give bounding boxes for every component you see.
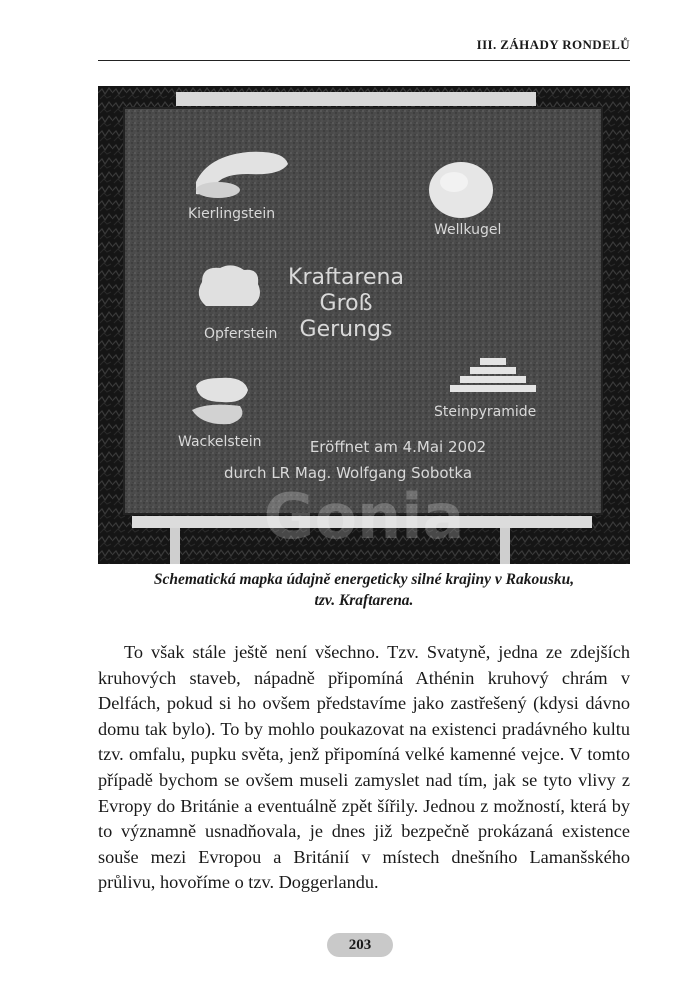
wellkugel-label: Wellkugel (434, 222, 502, 238)
sign-post-right (500, 528, 510, 564)
figure-caption (98, 569, 630, 611)
kierlingstein-label: Kierlingstein (188, 206, 276, 222)
sign-illustration (98, 86, 630, 564)
wackelstein-label: Wackelstein (178, 434, 262, 450)
page-number: 203 (327, 933, 393, 957)
chapter-title: III. ZÁHADY RONDELŮ (476, 37, 630, 52)
running-header (98, 22, 630, 61)
photo-kraftarena-sign (98, 86, 630, 564)
sign-top-rail (176, 92, 536, 106)
opferstein-label: Opferstein (204, 326, 278, 342)
sign-title-line1: Kraftarena (288, 265, 404, 290)
sign-post-left (170, 528, 180, 564)
sign-title-line2: Groß (319, 291, 373, 316)
caption-line-1: Schematická mapka údajně energeticky silné krajiny v Rakousku, (153, 571, 575, 588)
watermark: Gonia (263, 480, 465, 553)
wellkugel-stone-icon (429, 162, 493, 218)
opferstein-stone-icon (199, 265, 260, 306)
caption-line-2: tzv. Kraftarena. (314, 592, 414, 609)
sign-title-line3: Gerungs (299, 317, 393, 342)
body-text (98, 640, 630, 896)
paragraph: To však stále ještě není všechno. Tzv. Svatyně, jedna ze zdejších kruhových staveb, nápadně připomíná Athénin kruhový chrám v Delfách, pokud si ho ovšem představíme jako zastřešený (kdysi dávno domu tak bylo). To by mohlo poukazovat na existenci pradávného kultu tzv. omfalu, pupku světa, jenž připomíná velké kamenné vejce. V tomto případě bychom se ovšem museli zamyslet nad tím, jak se tyto vlivy z Evropy do Británie a eventuálně zpět šířily. Jednou z možností, která by to významně usnadňovala, je dnes již bezpečně prokázaná existence souše mezi Evropou a Británií v místech dnešního Lamanšského průlivu, hovoříme o tzv. Doggerlandu. (98, 642, 630, 893)
sign-opened-by-line: durch LR Mag. Wolfgang Sobotka (223, 464, 473, 482)
steinpyramide-label: Steinpyramide (434, 404, 537, 420)
sign-opened-line: Eröffnet am 4.Mai 2002 (309, 438, 487, 456)
